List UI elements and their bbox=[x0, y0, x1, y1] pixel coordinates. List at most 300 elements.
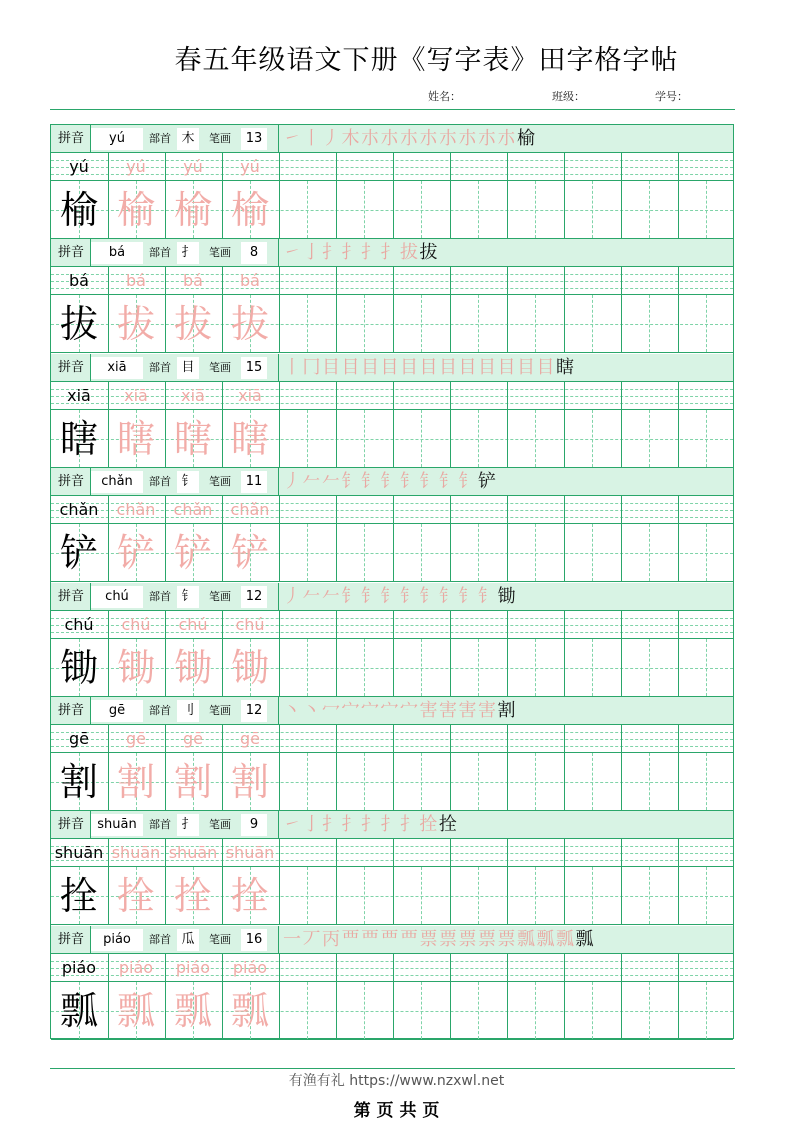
character-model: 瓢 bbox=[59, 988, 98, 1033]
column-line bbox=[507, 954, 508, 981]
radical-value: 扌 bbox=[177, 242, 199, 264]
column-line bbox=[564, 639, 565, 696]
header-separator bbox=[278, 811, 279, 839]
stroke-step: 票 bbox=[458, 928, 477, 950]
column-line bbox=[621, 867, 622, 924]
column-line bbox=[450, 867, 451, 924]
header-separator bbox=[90, 354, 91, 382]
stroke-step: 钅 bbox=[341, 471, 360, 493]
character-model: 割 bbox=[59, 760, 98, 804]
column-line bbox=[393, 639, 394, 696]
column-line bbox=[336, 382, 337, 409]
character-trace: 瓢 bbox=[116, 988, 155, 1033]
tianzige-vertical-guide bbox=[706, 410, 707, 467]
column-line bbox=[393, 753, 394, 810]
stroke-step: 宀 bbox=[341, 700, 360, 721]
stroke-step: 钅 bbox=[458, 585, 477, 607]
stroke-step: 钅 bbox=[380, 585, 399, 607]
pinyin-value: yú bbox=[91, 128, 143, 150]
tianzige-vertical-guide bbox=[706, 753, 707, 810]
column-line bbox=[564, 153, 565, 180]
stroke-step: 覀 bbox=[361, 928, 379, 950]
pinyin-trace: chǎn bbox=[173, 500, 213, 520]
column-line bbox=[450, 639, 451, 696]
stroke-step: 𠂉 bbox=[322, 585, 340, 607]
character-practice-row bbox=[51, 410, 733, 468]
stroke-count-label: 笔画 bbox=[209, 818, 231, 832]
tianzige-vertical-guide bbox=[649, 982, 650, 1039]
pinyin-label: 拼音 bbox=[57, 931, 84, 947]
tianzige-vertical-guide bbox=[421, 639, 422, 696]
radical-value: 刂 bbox=[177, 700, 199, 722]
stroke-step: 票 bbox=[419, 928, 438, 950]
pinyin-practice-row bbox=[51, 954, 733, 982]
column-line bbox=[621, 524, 622, 581]
stroke-step: 覀 bbox=[400, 928, 418, 950]
stroke-step: 钅 bbox=[439, 471, 457, 493]
stroke-count-value: 16 bbox=[241, 929, 267, 951]
column-line bbox=[678, 753, 679, 810]
tianzige-vertical-guide bbox=[706, 181, 707, 238]
tianzige-vertical-guide bbox=[535, 410, 536, 467]
pinyin-value: gē bbox=[91, 700, 143, 722]
tianzige-vertical-guide bbox=[706, 982, 707, 1039]
stroke-count-label: 笔画 bbox=[209, 132, 231, 145]
pinyin-model: gē bbox=[69, 729, 89, 748]
stroke-step: 冖 bbox=[322, 700, 340, 721]
stroke-step: 割 bbox=[497, 700, 516, 721]
column-line bbox=[279, 410, 280, 467]
character-model: 拔 bbox=[59, 302, 98, 347]
stroke-step: 目 bbox=[361, 356, 379, 378]
stroke-step: 锄 bbox=[497, 585, 516, 607]
stroke-order-sequence bbox=[281, 125, 731, 153]
character-practice-row bbox=[51, 867, 733, 925]
pinyin-model: bá bbox=[69, 271, 89, 291]
column-line bbox=[393, 153, 394, 180]
column-line bbox=[678, 839, 679, 866]
column-line bbox=[393, 982, 394, 1039]
tianzige-vertical-guide bbox=[307, 753, 308, 810]
character-trace: 拔 bbox=[173, 302, 212, 347]
column-line bbox=[621, 639, 622, 696]
stroke-step: 扌 bbox=[361, 242, 379, 264]
column-line bbox=[393, 611, 394, 638]
column-line bbox=[450, 725, 451, 752]
tianzige-vertical-guide bbox=[364, 410, 365, 467]
header-separator bbox=[278, 697, 279, 725]
pinyin-model: piáo bbox=[61, 957, 97, 977]
stroke-count-label: 笔画 bbox=[209, 475, 231, 489]
character-info-header bbox=[51, 583, 733, 611]
character-trace: 铲 bbox=[116, 531, 155, 576]
tianzige-vertical-guide bbox=[535, 982, 536, 1039]
stroke-step: 丶 bbox=[283, 700, 301, 721]
tianzige-vertical-guide bbox=[649, 867, 650, 924]
column-line bbox=[678, 524, 679, 581]
pinyin-label: 拼音 bbox=[57, 131, 84, 146]
stroke-step: 𠂉 bbox=[322, 471, 340, 493]
character-trace: 锄 bbox=[116, 645, 155, 690]
stroke-count-value: 12 bbox=[241, 586, 267, 608]
character-practice-row bbox=[51, 982, 733, 1040]
column-line bbox=[450, 496, 451, 523]
header-separator bbox=[278, 926, 279, 954]
student-info-row bbox=[0, 88, 793, 104]
column-line bbox=[507, 181, 508, 238]
character-practice-row bbox=[51, 639, 733, 697]
tianzige-vertical-guide bbox=[364, 181, 365, 238]
radical-value: 钅 bbox=[177, 586, 199, 608]
column-line bbox=[678, 982, 679, 1039]
radical-value: 钅 bbox=[177, 471, 199, 493]
column-line bbox=[336, 153, 337, 180]
pinyin-value: chú bbox=[91, 586, 143, 608]
stroke-step: 丿 bbox=[322, 128, 340, 149]
radical-value: 扌 bbox=[177, 814, 199, 836]
pinyin-value: piáo bbox=[91, 929, 143, 951]
stroke-step: 宀 bbox=[380, 700, 399, 721]
pinyin-label: 拼音 bbox=[57, 588, 84, 604]
column-line bbox=[678, 295, 679, 352]
character-block bbox=[51, 354, 733, 468]
tianzige-vertical-guide bbox=[364, 982, 365, 1039]
stroke-step: 票 bbox=[478, 928, 496, 950]
stroke-count-label: 笔画 bbox=[209, 932, 231, 946]
tianzige-vertical-guide bbox=[478, 524, 479, 581]
column-line bbox=[678, 181, 679, 238]
stroke-order-sequence bbox=[281, 468, 731, 496]
character-trace: 割 bbox=[230, 760, 269, 804]
stroke-step: 钅 bbox=[361, 585, 379, 607]
tianzige-vertical-guide bbox=[307, 867, 308, 924]
pinyin-trace: chú bbox=[121, 614, 151, 634]
column-line bbox=[450, 295, 451, 352]
tianzige-vertical-guide bbox=[307, 982, 308, 1039]
character-model: 瞎 bbox=[59, 416, 98, 461]
pinyin-value: chǎn bbox=[91, 471, 143, 493]
tianzige-vertical-guide bbox=[478, 982, 479, 1039]
header-separator bbox=[278, 125, 279, 153]
footer-site: 有渔有礼 https://www.nzxwl.net bbox=[288, 1073, 505, 1089]
column-line bbox=[678, 382, 679, 409]
column-line bbox=[450, 524, 451, 581]
column-line bbox=[621, 496, 622, 523]
pinyin-trace: gē bbox=[240, 729, 260, 748]
column-line bbox=[564, 181, 565, 238]
stroke-count-value: 13 bbox=[241, 128, 267, 150]
tianzige-vertical-guide bbox=[307, 181, 308, 238]
stroke-step: 目 bbox=[478, 356, 496, 378]
character-info-header bbox=[51, 697, 733, 725]
tianzige-vertical-guide bbox=[649, 181, 650, 238]
column-line bbox=[621, 410, 622, 467]
column-line bbox=[678, 725, 679, 752]
stroke-step: ㇀ bbox=[283, 128, 301, 149]
column-line bbox=[507, 839, 508, 866]
character-trace: 榆 bbox=[230, 188, 269, 232]
stroke-step: 丶 bbox=[302, 700, 321, 721]
tianzige-vertical-guide bbox=[706, 639, 707, 696]
stroke-order-sequence bbox=[281, 354, 731, 382]
stroke-step: 扌 bbox=[380, 242, 399, 264]
page-title: 春五年级语文下册《写字表》田字格字帖 bbox=[174, 45, 679, 76]
column-line bbox=[507, 382, 508, 409]
character-trace: 瞎 bbox=[116, 416, 155, 461]
character-trace: 拴 bbox=[230, 874, 269, 919]
tianzige-vertical-guide bbox=[478, 639, 479, 696]
tianzige-vertical-guide bbox=[364, 639, 365, 696]
character-model: 锄 bbox=[59, 645, 98, 690]
column-line bbox=[336, 496, 337, 523]
pinyin-label: 拼音 bbox=[57, 474, 84, 490]
column-line bbox=[450, 181, 451, 238]
column-line bbox=[678, 153, 679, 180]
header-separator bbox=[90, 811, 91, 839]
column-line bbox=[336, 295, 337, 352]
character-trace: 铲 bbox=[173, 531, 212, 576]
stroke-step: 目 bbox=[536, 356, 555, 378]
column-line bbox=[507, 295, 508, 352]
character-trace: 瞎 bbox=[173, 416, 212, 461]
column-line bbox=[564, 410, 565, 467]
character-trace: 割 bbox=[173, 760, 212, 804]
column-line bbox=[393, 524, 394, 581]
column-line bbox=[564, 611, 565, 638]
column-line bbox=[450, 153, 451, 180]
pinyin-practice-row bbox=[51, 839, 733, 867]
stroke-step: 拴 bbox=[419, 814, 438, 836]
column-line bbox=[621, 839, 622, 866]
column-line bbox=[678, 496, 679, 523]
column-line bbox=[336, 954, 337, 981]
character-info-header bbox=[51, 811, 733, 839]
stroke-step: 扌 bbox=[380, 814, 399, 836]
column-line bbox=[336, 867, 337, 924]
tianzige-vertical-guide bbox=[535, 181, 536, 238]
tianzige-vertical-guide bbox=[364, 753, 365, 810]
stroke-step: 𠂉 bbox=[302, 585, 321, 607]
pinyin-practice-row bbox=[51, 496, 733, 524]
stroke-step: 扌 bbox=[341, 814, 360, 836]
stroke-count-value: 15 bbox=[241, 357, 267, 379]
character-model: 铲 bbox=[59, 531, 98, 576]
header-separator bbox=[278, 354, 279, 382]
stroke-step: 扌 bbox=[361, 814, 379, 836]
tianzige-vertical-guide bbox=[649, 410, 650, 467]
character-trace: 锄 bbox=[230, 645, 269, 690]
column-line bbox=[621, 725, 622, 752]
tianzige-vertical-guide bbox=[592, 753, 593, 810]
character-info-header bbox=[51, 468, 733, 496]
column-line bbox=[507, 496, 508, 523]
column-line bbox=[621, 382, 622, 409]
character-trace: 榆 bbox=[173, 188, 212, 232]
tianzige-vertical-guide bbox=[649, 753, 650, 810]
student-id-label: 学号： bbox=[655, 90, 688, 103]
header-separator bbox=[278, 239, 279, 267]
radical-label: 部首 bbox=[149, 246, 171, 260]
character-trace: 拔 bbox=[230, 302, 269, 347]
column-line bbox=[450, 410, 451, 467]
column-line bbox=[564, 524, 565, 581]
column-line bbox=[621, 267, 622, 294]
stroke-step: 朩 bbox=[478, 128, 496, 149]
stroke-step: ㇀ bbox=[283, 242, 301, 264]
header-divider bbox=[50, 109, 735, 110]
stroke-step: 害 bbox=[478, 700, 496, 721]
tianzige-vertical-guide bbox=[364, 524, 365, 581]
tianzige-vertical-guide bbox=[421, 181, 422, 238]
column-line bbox=[450, 954, 451, 981]
column-line bbox=[336, 839, 337, 866]
pinyin-trace: chú bbox=[178, 614, 208, 634]
radical-label: 部首 bbox=[149, 475, 171, 489]
column-line bbox=[621, 611, 622, 638]
character-trace: 瓢 bbox=[173, 988, 212, 1033]
stroke-step: 丙 bbox=[322, 928, 340, 950]
tianzige-vertical-guide bbox=[706, 524, 707, 581]
stroke-step: 钅 bbox=[419, 585, 438, 607]
stroke-step: 害 bbox=[419, 700, 438, 721]
character-block bbox=[51, 697, 733, 811]
column-line bbox=[450, 839, 451, 866]
tianzige-vertical-guide bbox=[535, 295, 536, 352]
tianzige-vertical-guide bbox=[364, 867, 365, 924]
column-line bbox=[393, 496, 394, 523]
column-line bbox=[564, 954, 565, 981]
character-block bbox=[51, 583, 733, 697]
pinyin-trace: chú bbox=[235, 614, 265, 634]
column-line bbox=[621, 753, 622, 810]
tianzige-vertical-guide bbox=[592, 524, 593, 581]
stroke-step: 目 bbox=[322, 356, 340, 378]
tianzige-vertical-guide bbox=[421, 867, 422, 924]
character-block bbox=[51, 926, 733, 1040]
column-line bbox=[507, 639, 508, 696]
tianzige-vertical-guide bbox=[307, 295, 308, 352]
pinyin-value: bá bbox=[91, 242, 143, 264]
character-trace: 铲 bbox=[230, 531, 269, 576]
radical-label: 部首 bbox=[149, 932, 171, 946]
stroke-step: 瓢 bbox=[575, 928, 594, 950]
tianzige-vertical-guide bbox=[592, 295, 593, 352]
tianzige-vertical-guide bbox=[535, 753, 536, 810]
header-separator bbox=[90, 583, 91, 611]
stroke-step: 瓢 bbox=[536, 928, 555, 950]
column-line bbox=[279, 639, 280, 696]
footer-divider bbox=[50, 1068, 735, 1069]
column-line bbox=[450, 611, 451, 638]
pinyin-trace: yú bbox=[126, 157, 146, 176]
pinyin-model: yú bbox=[69, 157, 89, 176]
pinyin-trace: shuān bbox=[111, 843, 161, 863]
column-line bbox=[279, 153, 280, 180]
pinyin-value: shuān bbox=[91, 814, 143, 836]
stroke-step: 扌 bbox=[322, 242, 340, 264]
column-line bbox=[621, 982, 622, 1039]
column-line bbox=[507, 153, 508, 180]
character-practice-row bbox=[51, 295, 733, 353]
tianzige-vertical-guide bbox=[535, 867, 536, 924]
stroke-step: 扌 bbox=[322, 814, 340, 836]
stroke-step: 丿 bbox=[283, 585, 301, 607]
stroke-step: 冂 bbox=[302, 356, 321, 378]
tianzige-vertical-guide bbox=[706, 295, 707, 352]
pinyin-trace: bá bbox=[183, 271, 203, 291]
header-separator bbox=[278, 468, 279, 496]
column-line bbox=[393, 382, 394, 409]
pinyin-trace: bá bbox=[240, 271, 260, 291]
column-line bbox=[564, 867, 565, 924]
stroke-step: 丆 bbox=[302, 928, 321, 950]
stroke-count-value: 8 bbox=[241, 242, 267, 264]
stroke-order-sequence bbox=[281, 697, 731, 725]
column-line bbox=[393, 867, 394, 924]
pinyin-trace: shuān bbox=[168, 843, 218, 863]
stroke-step: 朩 bbox=[458, 128, 477, 149]
tianzige-vertical-guide bbox=[649, 524, 650, 581]
character-trace: 拔 bbox=[116, 302, 155, 347]
practice-grid bbox=[50, 124, 734, 1039]
header-separator bbox=[90, 468, 91, 496]
column-line bbox=[279, 267, 280, 294]
stroke-count-label: 笔画 bbox=[209, 704, 231, 717]
pinyin-model: shuān bbox=[54, 843, 104, 863]
column-line bbox=[393, 839, 394, 866]
column-line bbox=[678, 954, 679, 981]
header-separator bbox=[90, 926, 91, 954]
stroke-step: 瓢 bbox=[517, 928, 535, 950]
column-line bbox=[507, 611, 508, 638]
column-line bbox=[507, 267, 508, 294]
stroke-step: 丨 bbox=[283, 356, 301, 378]
column-line bbox=[507, 524, 508, 581]
column-line bbox=[678, 639, 679, 696]
stroke-step: 覀 bbox=[341, 928, 360, 950]
tianzige-vertical-guide bbox=[421, 295, 422, 352]
pinyin-trace: xiā bbox=[238, 385, 262, 405]
stroke-step: 朩 bbox=[419, 128, 438, 149]
character-info-header bbox=[51, 125, 733, 153]
stroke-step: 瞎 bbox=[556, 356, 574, 378]
class-label: 班级： bbox=[552, 90, 585, 103]
tianzige-vertical-guide bbox=[478, 295, 479, 352]
tianzige-vertical-guide bbox=[478, 181, 479, 238]
column-line bbox=[279, 524, 280, 581]
stroke-step: 钅 bbox=[341, 585, 360, 607]
pinyin-model: chǎn bbox=[59, 500, 99, 520]
stroke-step: 朩 bbox=[400, 128, 418, 149]
pinyin-trace: xiā bbox=[181, 385, 205, 405]
pinyin-trace: yú bbox=[240, 157, 260, 176]
column-line bbox=[621, 181, 622, 238]
stroke-step: 钅 bbox=[361, 471, 379, 493]
column-line bbox=[621, 954, 622, 981]
tianzige-vertical-guide bbox=[649, 295, 650, 352]
stroke-step: 拔 bbox=[419, 242, 438, 264]
radical-label: 部首 bbox=[149, 132, 171, 145]
header-separator bbox=[278, 583, 279, 611]
stroke-count-label: 笔画 bbox=[209, 589, 231, 603]
stroke-step: 目 bbox=[458, 356, 477, 378]
character-block bbox=[51, 811, 733, 925]
name-label: 姓名： bbox=[428, 90, 461, 103]
character-info-header bbox=[51, 354, 733, 382]
header-separator bbox=[90, 239, 91, 267]
column-line bbox=[279, 382, 280, 409]
column-line bbox=[621, 153, 622, 180]
